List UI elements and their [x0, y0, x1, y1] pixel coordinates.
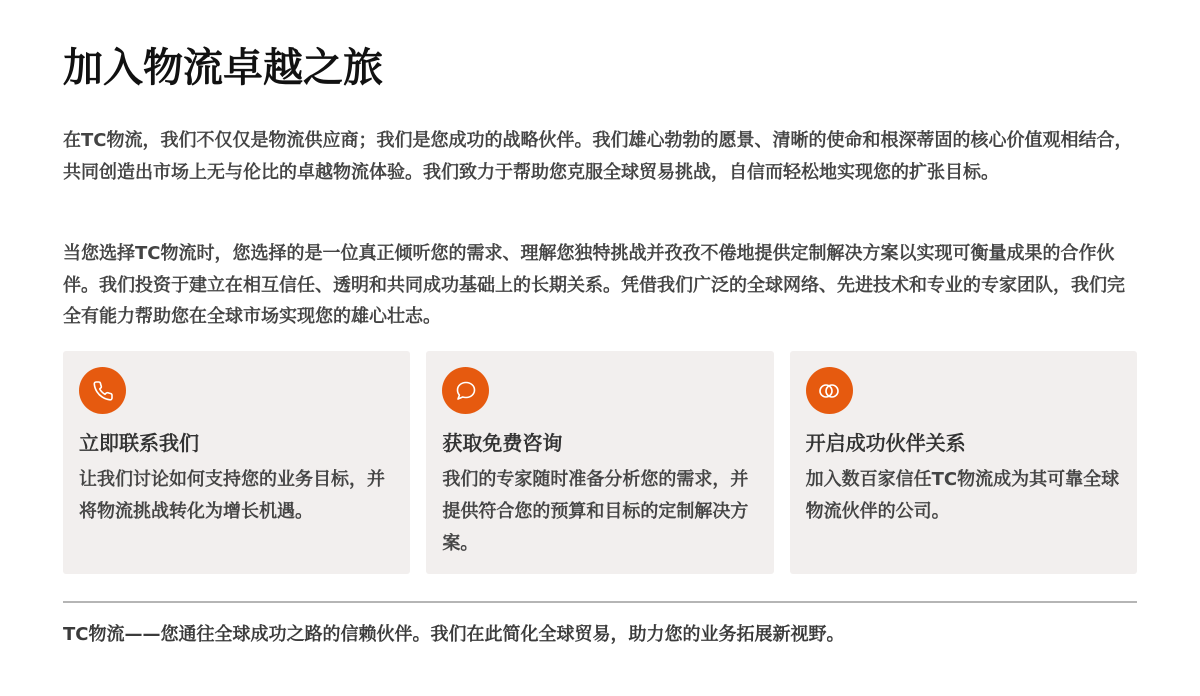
card-title: 开启成功伙伴关系	[805, 431, 966, 455]
page-title: 加入物流卓越之旅	[63, 45, 383, 91]
card-text: 让我们讨论如何支持您的业务目标，并将物流挑战转化为增长机遇。	[79, 469, 385, 522]
partnership-paragraph: 当您选择TC物流时，您选择的是一位真正倾听您的需求、理解您独特挑战并孜孜不倦地提供定制解决方案以实现可衡量成果的合作伙伴。我们投资于建立在相互信任、透明和共同成功基础上的长期关系。凭借我们广泛的全球网络、先进技术和专业的专家团队，我们完全有能力帮助您在全球市场实现您的雄心壮志。	[63, 243, 1125, 327]
card-title: 获取免费咨询	[442, 431, 563, 455]
card-partnership[interactable]	[790, 351, 1137, 574]
card-contact-us[interactable]	[63, 351, 410, 574]
chat-bubble-icon	[442, 367, 489, 414]
card-title: 立即联系我们	[79, 431, 199, 455]
card-text: 加入数百家信任TC物流成为其可靠全球物流伙伴的公司。	[805, 469, 1120, 522]
linked-circles-icon	[806, 367, 853, 414]
action-cards	[63, 351, 1137, 574]
divider	[63, 601, 1137, 603]
phone-icon	[79, 367, 126, 414]
intro-paragraph: 在TC物流，我们不仅仅是物流供应商；我们是您成功的战略伙伴。我们雄心勃勃的愿景、清晰的使命和根深蒂固的核心价值观相结合，共同创造出市场上无与伦比的卓越物流体验。我们致力于帮助您克服全球贸易挑战，自信而轻松地实现您的扩张目标。	[63, 130, 1133, 183]
footer-tagline: TC物流——您通往全球成功之路的信赖伙伴。我们在此简化全球贸易，助力您的业务拓展新视野。	[63, 624, 845, 645]
card-free-consultation[interactable]	[426, 351, 773, 574]
card-text: 我们的专家随时准备分析您的需求，并提供符合您的预算和目标的定制解决方案。	[442, 469, 749, 554]
